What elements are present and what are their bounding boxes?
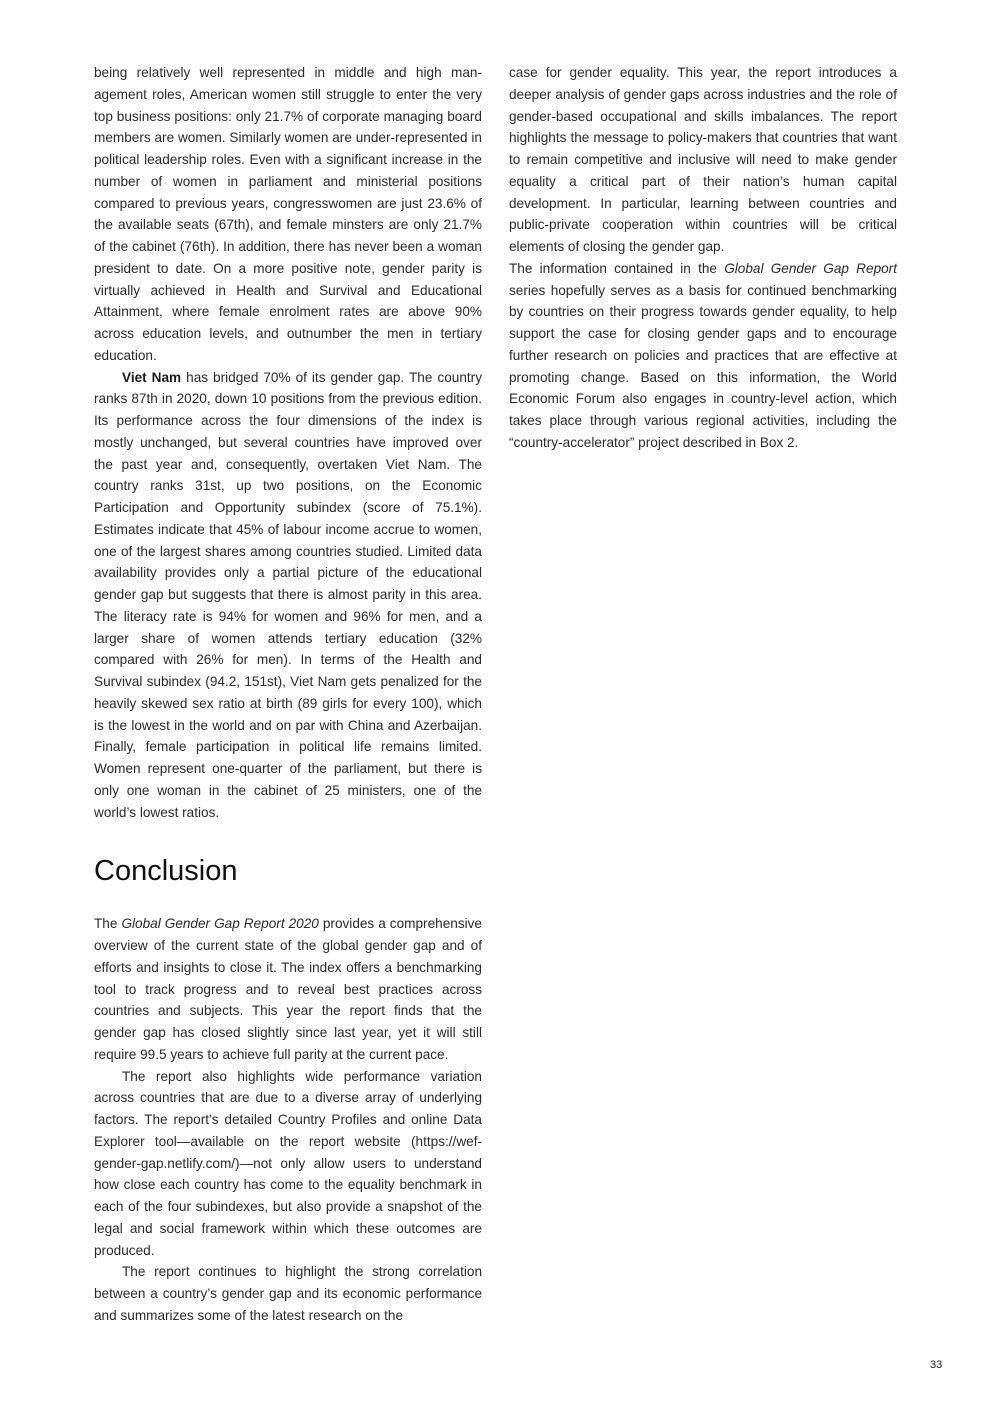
conclusion-paragraph-3: The report continues to highlight the strong correlation between a country’s gender gap and its economic performance and summarizes some of the latest research on the (94, 1264, 482, 1323)
conclusion-p1-after: provides a comprehensive overview of the current state of the global gender gap and of efforts and insights to close it. The index offers a benchmarking tool to track progress and to reveal best practices across countries and subjects. This year the report finds that the gender gap has closed slightly since last year, yet it will still require 99.5 years to achieve full parity at the current pace. (94, 916, 482, 1062)
conclusion-p1-before: The (94, 916, 122, 932)
conclusion-heading: Conclusion (94, 855, 238, 888)
right-paragraph-2 (509, 258, 897, 454)
page-number: 33 (930, 1359, 943, 1371)
right-p2-before: The information contained in the (509, 260, 725, 276)
right-p2-after: series hopefully serves as a basis for continued benchmarking by countries on their progress towards gender equality, to help support the case for closing gender gaps and to encourage further research on policies and practices that are effective at promoting change. Based on this information, the World Economic Forum also engages in country-level action, which takes place through various regional activities, including the “country-accelerator” project described in Box 2. (509, 282, 897, 450)
report-title-italic: Global Gender Gap Report 2020 (121, 916, 319, 932)
right-paragraph-1: case for gender equality. This year, the report introduces a deeper analysis of gender gaps across industries and the role of gender-based occupational and skills imbalances. The report highlights the message to policy-makers that countries that want to remain competitive and inclusive will need to make gender equality a critical part of their nation’s human capital development. In particular, learning between countries and public-private cooperation within countries will be critical elements of closing the gender gap. (509, 65, 897, 254)
vietnam-lead: Viet Nam (122, 369, 182, 385)
conclusion-paragraph-1 (94, 913, 482, 1065)
report-series-italic: Global Gender Gap Report (724, 260, 897, 276)
conclusion-paragraph-2: The report also highlights wide performance variation across countries that are due to a diverse array of underlying factors. The report’s detailed Country Profiles and online Data Explorer tool—available on the report website (https://wef-gender-gap.netlify.com/)—not only allow users to understand how close each country has come to the equality benchmark in each of the four subindexes, but also provide a snapshot of the legal and social framework within which these outcomes are produced. (94, 1068, 482, 1258)
vietnam-text: has bridged 70% of its gender gap. The country ranks 87th in 2020, down 10 positions from the previous edition. Its performance across the four dimensions of the index is mostly unchanged, but several countries have improved over the past year and, consequently, overtaken Viet Nam. The country ranks 31st, up two positions, on the Economic Participation and Opportunity subindex (score of 75.1%). Estimates indicate that 45% of labour income accrue to women, one of the largest shares among countries studied. Limited data availability provides only a partial picture of the educational gender gap but suggests that there is almost parity in this area. The literacy rate is 94% for women and 96% for men, and a larger share of women attends tertiary education (32% compared with 26% for men). In terms of the Health and Survival subindex (94.2, 151st), Viet Nam gets penalized for the heavily skewed sex ratio at birth (89 girls for every 100), which is the lowest in the world and on par with China and Azerbaijan. Finally, female participation in political life remains limited. Women represent one-quarter of the parliament, but there is only one woman in the cabinet of 25 ministers, one of the world’s lowest ratios. (94, 369, 482, 820)
vietnam-paragraph (94, 367, 482, 824)
right-column (509, 62, 897, 454)
usa-paragraph: being relatively well represented in middle and high management roles, American women still struggle to enter the very top business positions: only 21.7% of corporate managing board members are women. Similarly women are under-represented in political leadership roles. Even with a significant increase in the number of women in parliament and ministerial positions compared to previous years, congresswomen are just 23.6% of the available seats (67th), and female minsters are only 21.7% of the cabinet (76th). In addition, there has never been a woman president to date. On a more positive note, gender parity is virtually achieved in Health and Survival and Educational Attainment, where female enrolment rates are above 90% across education levels, and outnumber the men in tertiary education. (94, 65, 482, 363)
left-column (94, 62, 482, 1327)
